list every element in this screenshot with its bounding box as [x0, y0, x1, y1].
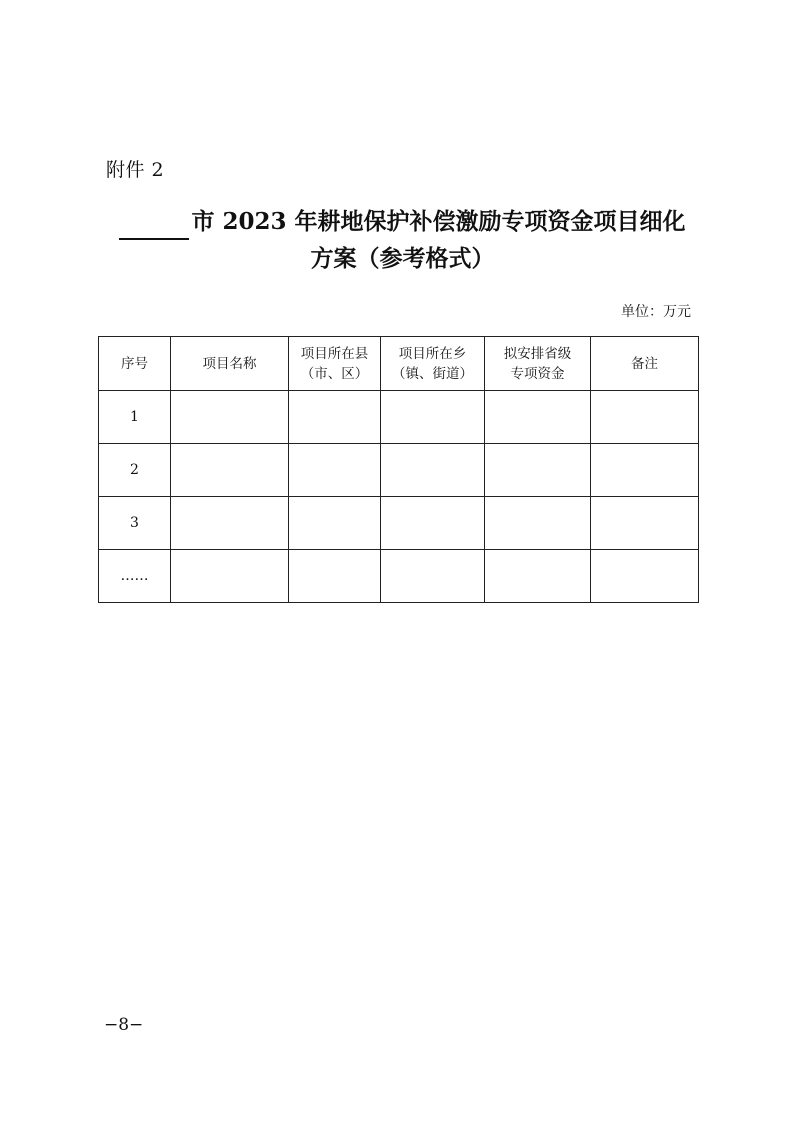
fill-in-blank-line: [119, 213, 189, 240]
cell-township: [381, 391, 485, 444]
table-row: [99, 444, 699, 497]
row-index: ……: [99, 550, 171, 603]
cell-county: [289, 391, 381, 444]
header-county: 项目所在县 （市、区）: [289, 337, 381, 391]
cell-township: [381, 444, 485, 497]
cell-project-name: [171, 391, 289, 444]
cell-provincial-funds: [485, 550, 591, 603]
row-index: 1: [99, 391, 171, 444]
attachment-label: 附件 2: [106, 159, 165, 181]
row-index: 2: [99, 444, 171, 497]
cell-county: [289, 444, 381, 497]
page-number: −8−: [104, 1015, 144, 1035]
cell-project-name: [171, 550, 289, 603]
cell-provincial-funds: [485, 444, 591, 497]
project-table: [98, 336, 699, 603]
table-row: [99, 391, 699, 444]
cell-project-name: [171, 497, 289, 550]
table-header-row: [99, 337, 699, 391]
cell-remarks: [591, 391, 699, 444]
cell-project-name: [171, 444, 289, 497]
cell-provincial-funds: [485, 497, 591, 550]
header-project-name: 项目名称: [171, 337, 289, 391]
row-index: 3: [99, 497, 171, 550]
unit-label: 单位：万元: [621, 304, 691, 320]
cell-township: [381, 550, 485, 603]
title-line-1-text: 市 2023 年耕地保护补偿激励专项资金项目细化: [191, 208, 686, 235]
table-row: [99, 497, 699, 550]
header-remarks: 备注: [591, 337, 699, 391]
cell-county: [289, 497, 381, 550]
header-township: 项目所在乡 （镇、街道）: [381, 337, 485, 391]
table-row: [99, 550, 699, 603]
cell-county: [289, 550, 381, 603]
cell-remarks: [591, 444, 699, 497]
cell-township: [381, 497, 485, 550]
cell-provincial-funds: [485, 391, 591, 444]
document-title-line-2: 方案（参考格式）: [310, 245, 495, 272]
cell-remarks: [591, 497, 699, 550]
header-provincial-funds: 拟安排省级 专项资金: [485, 337, 591, 391]
document-title-line-1: [6, 204, 793, 240]
cell-remarks: [591, 550, 699, 603]
header-index: 序号: [99, 337, 171, 391]
